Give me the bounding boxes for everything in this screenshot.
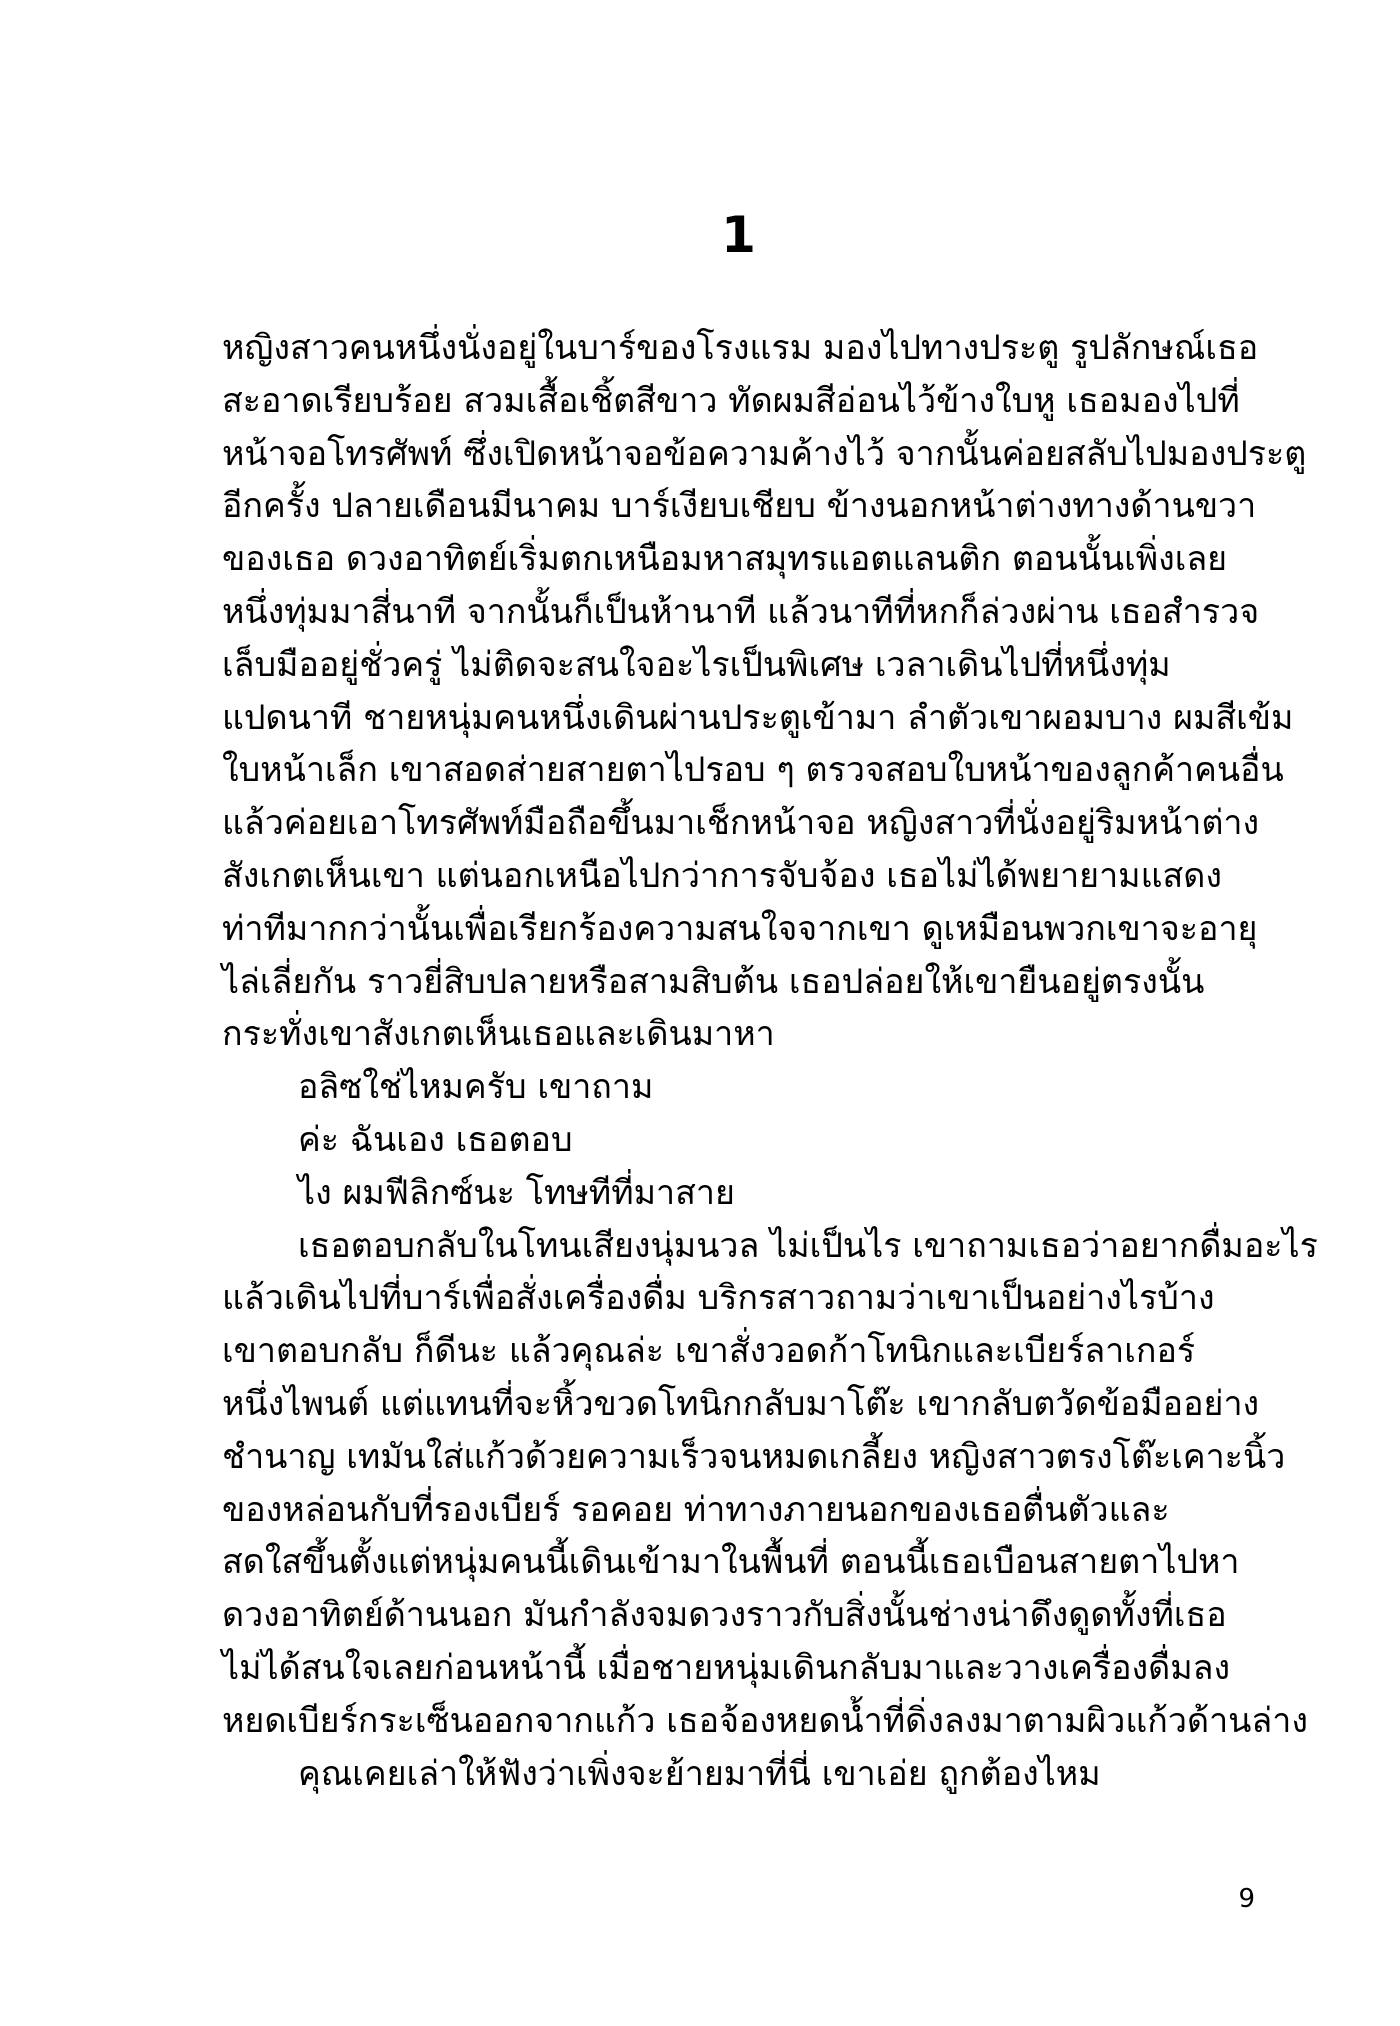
text-line: ดวงอาทิตย์ด้านนอก มันกำลังจมดวงราวกับสิ่งนั้นช่างน่าดึงดูดทั้งที่เธอ [222, 1595, 1227, 1636]
text-line: ชำนาญ เทมันใส่แก้วด้วยความเร็วจนหมดเกลี้ยง หญิงสาวตรงโต๊ะเคาะนิ้ว [222, 1436, 1286, 1477]
text-line: สังเกตเห็นเขา แต่นอกเหนือไปกว่าการจับจ้อง เธอไม่ได้พยายามแสดง [222, 855, 1222, 896]
text-line: คุณเคยเล่าให้ฟังว่าเพิ่งจะย้ายมาที่นี่ เขาเอ่ย ถูกต้องไหม [298, 1753, 1101, 1794]
text-line: แปดนาที ชายหนุ่มคนหนึ่งเดินผ่านประตูเข้ามา ลำตัวเขาผอมบาง ผมสีเข้ม [222, 697, 1294, 738]
text-line: กระทั่งเขาสังเกตเห็นเธอและเดินมาหา [222, 1014, 775, 1055]
text-line: อีกครั้ง ปลายเดือนมีนาคม บาร์เงียบเชียบ ข้างนอกหน้าต่างทางด้านขวา [222, 486, 1257, 527]
text-line: สดใสขึ้นตั้งแต่หนุ่มคนนี้เดินเข้ามาในพื้นที่ ตอนนี้เธอเบือนสายตาไปหา [222, 1542, 1240, 1583]
text-line: ของหล่อนกับที่รองเบียร์ รอคอย ท่าทางภายนอกของเธอตื่นตัวและ [222, 1489, 1170, 1530]
text-line: ไม่ได้สนใจเลยก่อนหน้านี้ เมื่อชายหนุ่มเดินกลับมาและวางเครื่องดื่มลง [222, 1647, 1231, 1688]
text-line: สะอาดเรียบร้อย สวมเสื้อเชิ้ตสีขาว ทัดผมสีอ่อนไว้ข้างใบหู เธอมองไปที่ [222, 380, 1240, 421]
body-text [222, 322, 1318, 1800]
text-line: หนึ่งไพนต์ แต่แทนที่จะหิ้วขวดโทนิกกลับมาโต๊ะ เขากลับตวัดข้อมืออย่าง [222, 1383, 1260, 1424]
text-line: ไง ผมฟีลิกซ์นะ โทษทีที่มาสาย [298, 1172, 735, 1213]
text-line: หยดเบียร์กระเซ็นออกจากแก้ว เธอจ้องหยดน้ำที่ดิ่งลงมาตามผิวแก้วด้านล่าง [222, 1700, 1308, 1741]
text-line: ของเธอ ดวงอาทิตย์เริ่มตกเหนือมหาสมุทรแอตแลนติก ตอนนั้นเพิ่งเลย [222, 539, 1228, 580]
text-line: เขาตอบกลับ ก็ดีนะ แล้วคุณล่ะ เขาสั่งวอดก้าโทนิกและเบียร์ลาเกอร์ [222, 1331, 1196, 1372]
text-line: แล้วเดินไปที่บาร์เพื่อสั่งเครื่องดื่ม บริกรสาวถามว่าเขาเป็นอย่างไรบ้าง [222, 1278, 1215, 1319]
text-line: ใบหน้าเล็ก เขาสอดส่ายสายตาไปรอบ ๆ ตรวจสอบใบหน้าของลูกค้าคนอื่น [222, 750, 1284, 791]
text-line: เล็บมืออยู่ชั่วครู่ ไม่ติดจะสนใจอะไรเป็นพิเศษ เวลาเดินไปที่หนึ่งทุ่ม [222, 644, 1171, 685]
chapter-number: 1 [721, 206, 756, 264]
text-line: ไล่เลี่ยกัน ราวยี่สิบปลายหรือสามสิบต้น เธอปล่อยให้เขายืนอยู่ตรงนั้น [222, 961, 1205, 1002]
text-line: ค่ะ ฉันเอง เธอตอบ [298, 1119, 573, 1160]
text-line: แล้วค่อยเอาโทรศัพท์มือถือขึ้นมาเช็กหน้าจอ หญิงสาวที่นั่งอยู่ริมหน้าต่าง [222, 803, 1260, 844]
text-line: หญิงสาวคนหนึ่งนั่งอยู่ในบาร์ของโรงแรม มองไปทางประตู รูปลักษณ์เธอ [222, 328, 1259, 368]
text-line: หนึ่งทุ่มมาสี่นาที จากนั้นก็เป็นห้านาที แล้วนาทีที่หกก็ล่วงผ่าน เธอสำรวจ [222, 591, 1260, 632]
text-line: เธอตอบกลับในโทนเสียงนุ่มนวล ไม่เป็นไร เขาถามเธอว่าอยากดื่มอะไร [298, 1225, 1318, 1266]
text-line: ท่าทีมากกว่านั้นเพื่อเรียกร้องความสนใจจากเขา ดูเหมือนพวกเขาจะอายุ [222, 908, 1258, 949]
text-line: หน้าจอโทรศัพท์ ซึ่งเปิดหน้าจอข้อความค้างไว้ จากนั้นค่อยสลับไปมองประตู [222, 433, 1307, 474]
text-line: อลิซใช่ไหมครับ เขาถาม [298, 1067, 654, 1108]
page-number: 9 [1238, 1884, 1255, 1914]
